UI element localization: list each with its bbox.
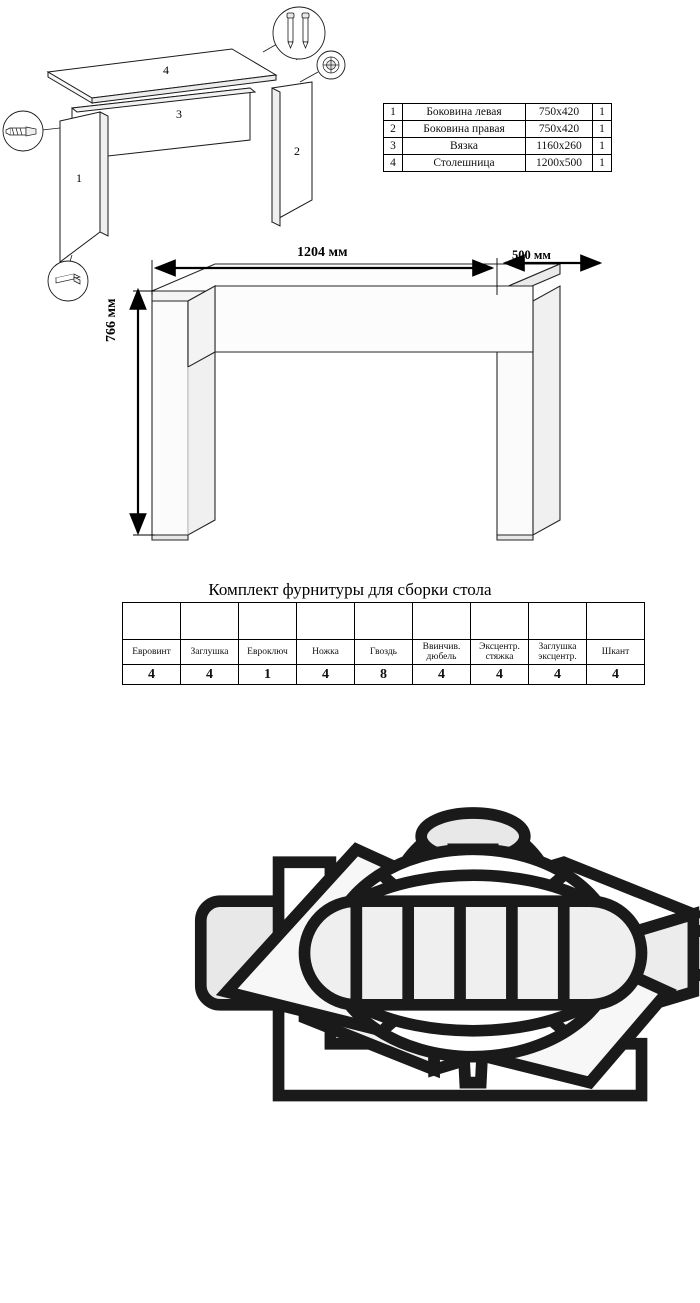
callout-cam-lock <box>317 51 345 79</box>
dimension-depth-label: 500 мм <box>512 248 551 262</box>
hardware-qty: 4 <box>587 665 645 685</box>
dowel-icon <box>587 603 645 640</box>
hardware-qty: 4 <box>297 665 355 685</box>
hardware-qty: 4 <box>123 665 181 685</box>
hardware-label-line2: стяжка <box>485 652 514 662</box>
hardware-icon-row <box>123 603 645 640</box>
exploded-label-back-panel: 3 <box>176 107 182 121</box>
hardware-kit-title: Комплект фурнитуры для сборки стола <box>208 580 492 599</box>
table-main-view <box>152 264 560 540</box>
part-qty: 1 <box>593 155 612 172</box>
exploded-label-left-side: 1 <box>76 171 82 185</box>
hardware-label-line1: Эксцентр. <box>479 641 520 652</box>
part-right-side <box>272 82 312 226</box>
part-qty: 1 <box>593 138 612 155</box>
callout-euro-screw <box>273 7 325 59</box>
part-name: Столешница <box>403 155 526 172</box>
hardware-qty: 4 <box>529 665 587 685</box>
hardware-label-line1: Заглушка <box>190 646 229 657</box>
hardware-label-line1: Гвоздь <box>369 646 398 657</box>
part-qty: 1 <box>593 121 612 138</box>
part-left-side <box>60 112 108 262</box>
table-row <box>384 138 612 155</box>
part-size: 1200х500 <box>526 155 593 172</box>
callout-foot <box>48 261 88 301</box>
part-qty: 1 <box>593 104 612 121</box>
part-name: Вязка <box>403 138 526 155</box>
part-size: 750х420 <box>526 121 593 138</box>
part-size: 1160х260 <box>526 138 593 155</box>
exploded-label-tabletop: 4 <box>163 63 169 77</box>
hardware-qty: 4 <box>471 665 529 685</box>
exploded-label-right-side: 2 <box>294 144 300 158</box>
table-row <box>384 121 612 138</box>
part-number: 1 <box>384 104 403 121</box>
hardware-qty: 4 <box>181 665 239 685</box>
parts-table <box>383 103 612 172</box>
part-number: 3 <box>384 138 403 155</box>
hardware-label-line1: Шкант <box>601 646 630 657</box>
part-number: 4 <box>384 155 403 172</box>
table-row <box>384 155 612 172</box>
hardware-qty: 1 <box>239 665 297 685</box>
hardware-label-line1: Заглушка <box>538 641 577 652</box>
dimension-width-label: 1204 мм <box>297 245 348 260</box>
hardware-label-line1: Ножка <box>312 646 339 657</box>
hardware-label-line2: эксцентр. <box>538 652 577 662</box>
part-size: 750х420 <box>526 104 593 121</box>
dimension-height-label: 766 мм <box>104 298 119 342</box>
callout-screw-dowel <box>3 111 43 151</box>
table-row <box>384 104 612 121</box>
part-number: 2 <box>384 121 403 138</box>
part-name: Боковина правая <box>403 121 526 138</box>
hardware-label-line2: дюбель <box>426 652 457 662</box>
hardware-qty: 8 <box>355 665 413 685</box>
hardware-label-line1: Ввинчив. <box>422 641 461 652</box>
hardware-label-line1: Евровинт <box>132 646 171 657</box>
hardware-qty: 4 <box>413 665 471 685</box>
hardware-kit-table <box>122 602 645 685</box>
part-name: Боковина левая <box>403 104 526 121</box>
hardware-label-line1: Евроключ <box>247 646 288 657</box>
